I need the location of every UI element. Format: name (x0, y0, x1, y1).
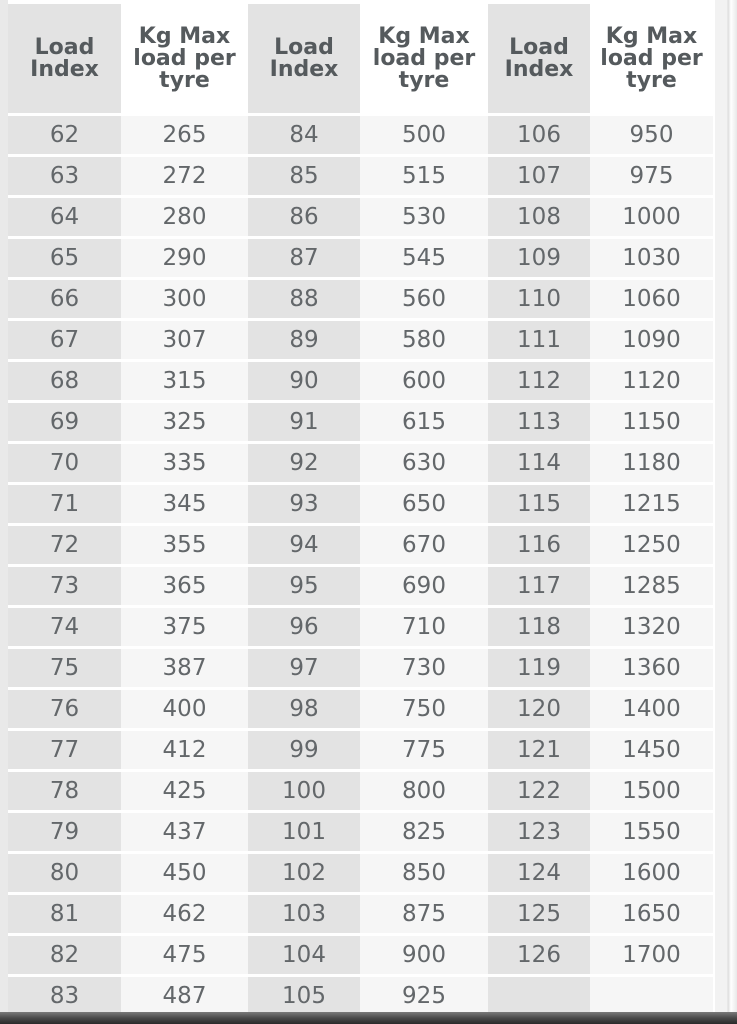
cell-kg-max: 1060 (590, 280, 713, 321)
cell-kg-max: 290 (121, 239, 248, 280)
cell-load-index: 70 (8, 444, 121, 485)
page-left-edge (0, 0, 8, 1024)
header-kg-max (121, 4, 248, 116)
cell-kg-max: 1150 (590, 403, 713, 444)
table-row (8, 895, 713, 936)
cell-load-index: 103 (248, 895, 360, 936)
header-kg-max (360, 4, 488, 116)
cell-kg-max: 545 (360, 239, 488, 280)
cell-load-index: 72 (8, 526, 121, 567)
cell-kg-max: 515 (360, 157, 488, 198)
table-row (8, 403, 713, 444)
cell-load-index: 125 (488, 895, 590, 936)
cell-load-index: 115 (488, 485, 590, 526)
cell-load-index: 104 (248, 936, 360, 977)
cell-load-index: 75 (8, 649, 121, 690)
cell-load-index: 78 (8, 772, 121, 813)
cell-kg-max: 280 (121, 198, 248, 239)
cell-load-index: 110 (488, 280, 590, 321)
cell-load-index: 67 (8, 321, 121, 362)
page-bottom-edge (0, 1012, 737, 1024)
cell-kg-max: 1285 (590, 567, 713, 608)
cell-load-index: 108 (488, 198, 590, 239)
table-row (8, 526, 713, 567)
cell-load-index: 101 (248, 813, 360, 854)
cell-load-index: 114 (488, 444, 590, 485)
cell-load-index: 119 (488, 649, 590, 690)
cell-load-index: 90 (248, 362, 360, 403)
cell-kg-max: 825 (360, 813, 488, 854)
header-label: Kg Max load per tyre (600, 23, 703, 93)
cell-kg-max: 615 (360, 403, 488, 444)
cell-load-index: 126 (488, 936, 590, 977)
cell-kg-max: 950 (590, 116, 713, 157)
cell-load-index: 112 (488, 362, 590, 403)
cell-load-index: 79 (8, 813, 121, 854)
cell-kg-max: 1090 (590, 321, 713, 362)
cell-load-index: 73 (8, 567, 121, 608)
cell-load-index: 83 (8, 977, 121, 1018)
cell-kg-max: 875 (360, 895, 488, 936)
table-row (8, 608, 713, 649)
cell-kg-max: 1600 (590, 854, 713, 895)
cell-load-index: 94 (248, 526, 360, 567)
cell-load-index: 124 (488, 854, 590, 895)
cell-load-index: 102 (248, 854, 360, 895)
cell-load-index: 71 (8, 485, 121, 526)
header-load-index (248, 4, 360, 116)
cell-load-index: 121 (488, 731, 590, 772)
cell-load-index: 85 (248, 157, 360, 198)
table-row (8, 362, 713, 403)
cell-kg-max: 335 (121, 444, 248, 485)
header-label: Load Index (30, 34, 99, 82)
cell-kg-max: 487 (121, 977, 248, 1018)
cell-load-index: 120 (488, 690, 590, 731)
cell-kg-max: 1215 (590, 485, 713, 526)
cell-kg-max: 1400 (590, 690, 713, 731)
cell-kg-max: 800 (360, 772, 488, 813)
table-row (8, 567, 713, 608)
cell-load-index: 63 (8, 157, 121, 198)
cell-load-index: 82 (8, 936, 121, 977)
load-index-table (8, 4, 713, 1018)
cell-kg-max: 1700 (590, 936, 713, 977)
cell-load-index: 93 (248, 485, 360, 526)
table-row (8, 649, 713, 690)
header-label: Load Index (504, 34, 574, 82)
cell-kg-max: 1250 (590, 526, 713, 567)
cell-kg-max: 775 (360, 731, 488, 772)
cell-kg-max: 387 (121, 649, 248, 690)
cell-load-index: 122 (488, 772, 590, 813)
cell-kg-max: 975 (590, 157, 713, 198)
table-row (8, 813, 713, 854)
cell-load-index: 76 (8, 690, 121, 731)
scrollbar[interactable] (715, 0, 737, 1024)
table-row (8, 321, 713, 362)
cell-kg-max: 450 (121, 854, 248, 895)
cell-kg-max: 1320 (590, 608, 713, 649)
table-row (8, 157, 713, 198)
cell-kg-max: 690 (360, 567, 488, 608)
cell-kg-max: 1500 (590, 772, 713, 813)
cell-kg-max: 530 (360, 198, 488, 239)
cell-kg-max: 600 (360, 362, 488, 403)
table-row (8, 116, 713, 157)
cell-load-index: 65 (8, 239, 121, 280)
table-row (8, 690, 713, 731)
header-kg-max (590, 4, 713, 116)
cell-load-index: 84 (248, 116, 360, 157)
cell-load-index: 118 (488, 608, 590, 649)
cell-kg-max: 355 (121, 526, 248, 567)
table-row (8, 239, 713, 280)
cell-load-index: 91 (248, 403, 360, 444)
cell-kg-max: 500 (360, 116, 488, 157)
cell-kg-max: 307 (121, 321, 248, 362)
cell-kg-max: 300 (121, 280, 248, 321)
cell-load-index: 64 (8, 198, 121, 239)
header-label: Kg Max load per tyre (372, 23, 476, 93)
cell-load-index: 69 (8, 403, 121, 444)
header-label: Load Index (269, 34, 339, 82)
cell-kg-max: 1650 (590, 895, 713, 936)
cell-kg-max: 315 (121, 362, 248, 403)
cell-kg-max: 345 (121, 485, 248, 526)
cell-kg-max: 1120 (590, 362, 713, 403)
table-row (8, 731, 713, 772)
header-row (8, 4, 713, 116)
table-row (8, 444, 713, 485)
cell-kg-max: 560 (360, 280, 488, 321)
cell-kg-max: 730 (360, 649, 488, 690)
cell-kg-max: 425 (121, 772, 248, 813)
cell-load-index: 96 (248, 608, 360, 649)
cell-kg-max: 750 (360, 690, 488, 731)
cell-kg-max: 630 (360, 444, 488, 485)
cell-load-index: 80 (8, 854, 121, 895)
cell-load-index: 92 (248, 444, 360, 485)
table-row (8, 772, 713, 813)
cell-load-index: 100 (248, 772, 360, 813)
cell-load-index: 117 (488, 567, 590, 608)
cell-kg-max: 272 (121, 157, 248, 198)
cell-kg-max: 265 (121, 116, 248, 157)
cell-load-index: 86 (248, 198, 360, 239)
cell-kg-max: 462 (121, 895, 248, 936)
cell-load-index: 105 (248, 977, 360, 1018)
cell-kg-max: 1450 (590, 731, 713, 772)
table-row (8, 485, 713, 526)
header-load-index (8, 4, 121, 116)
cell-load-index: 113 (488, 403, 590, 444)
cell-load-index: 116 (488, 526, 590, 567)
cell-kg-max: 650 (360, 485, 488, 526)
cell-kg-max: 375 (121, 608, 248, 649)
cell-load-index: 74 (8, 608, 121, 649)
cell-kg-max: 850 (360, 854, 488, 895)
cell-kg-max: 900 (360, 936, 488, 977)
table-row (8, 198, 713, 239)
cell-kg-max: 925 (360, 977, 488, 1018)
cell-kg-max: 475 (121, 936, 248, 977)
cell-kg-max: 437 (121, 813, 248, 854)
cell-load-index: 123 (488, 813, 590, 854)
cell-load-index: 95 (248, 567, 360, 608)
cell-load-index: 87 (248, 239, 360, 280)
cell-load-index: 97 (248, 649, 360, 690)
cell-kg-max: 400 (121, 690, 248, 731)
table-row (8, 854, 713, 895)
cell-load-index: 88 (248, 280, 360, 321)
cell-kg-max: 325 (121, 403, 248, 444)
cell-load-index: 109 (488, 239, 590, 280)
cell-kg-max: 580 (360, 321, 488, 362)
header-label: Kg Max load per tyre (133, 23, 236, 93)
cell-load-index: 89 (248, 321, 360, 362)
cell-kg-max: 1030 (590, 239, 713, 280)
cell-kg-max: 1550 (590, 813, 713, 854)
cell-load-index: 107 (488, 157, 590, 198)
cell-load-index: 77 (8, 731, 121, 772)
cell-load-index: 106 (488, 116, 590, 157)
cell-load-index: 99 (248, 731, 360, 772)
table-row (8, 280, 713, 321)
cell-kg-max: 710 (360, 608, 488, 649)
cell-load-index: 66 (8, 280, 121, 321)
cell-load-index: 68 (8, 362, 121, 403)
cell-load-index: 111 (488, 321, 590, 362)
table-body (8, 116, 713, 1018)
cell-load-index: 98 (248, 690, 360, 731)
table-row (8, 936, 713, 977)
cell-load-index: 81 (8, 895, 121, 936)
cell-load-index: 62 (8, 116, 121, 157)
cell-kg-max: 412 (121, 731, 248, 772)
cell-kg-max: 1180 (590, 444, 713, 485)
cell-kg-max: 1000 (590, 198, 713, 239)
cell-kg-max: 1360 (590, 649, 713, 690)
cell-kg-max: 670 (360, 526, 488, 567)
header-load-index (488, 4, 590, 116)
cell-kg-max: 365 (121, 567, 248, 608)
